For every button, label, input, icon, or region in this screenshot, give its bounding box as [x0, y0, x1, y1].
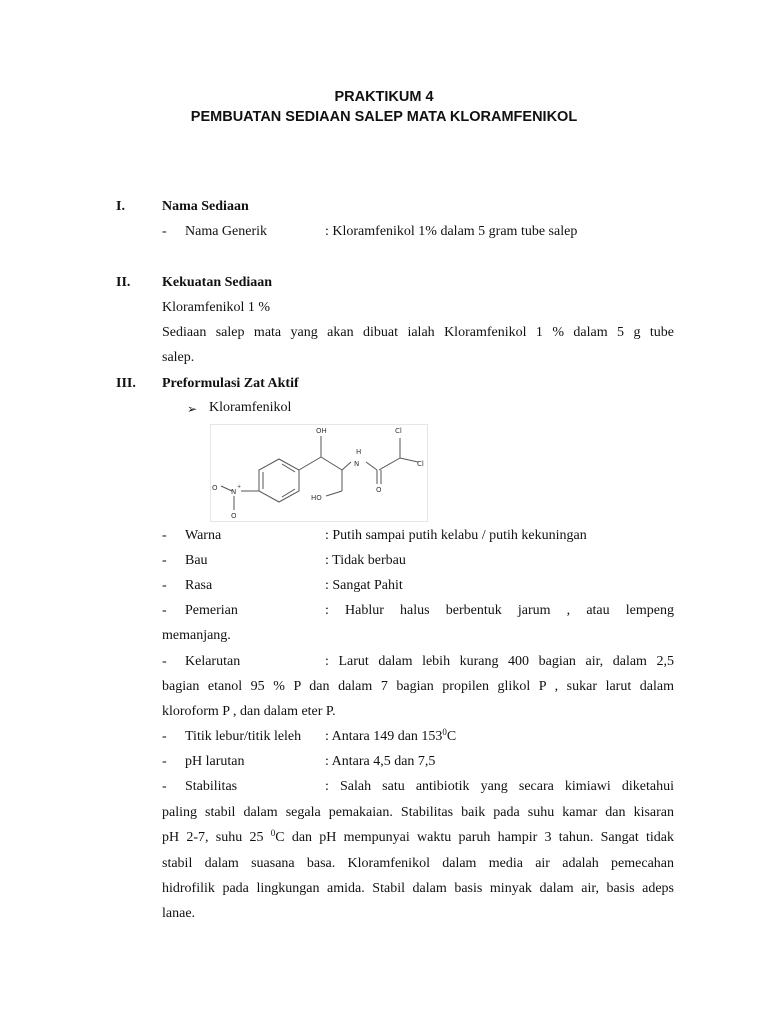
list-dash: - [162, 779, 167, 794]
structure-label-nitro-plus: + [237, 484, 242, 490]
list-dash: - [162, 754, 167, 769]
prop-label-warna: Warna [185, 528, 222, 543]
list-dash: - [162, 224, 167, 239]
prop-value-kelarutan-cont-1: bagian etanol 95 % P dan dalam 7 bagian propilen glikol P , sukar larut dalam [162, 679, 674, 694]
prop-value-stabilitas-cont-5: lanae. [162, 906, 196, 921]
section-1-number: I. [116, 199, 125, 214]
prop-value-stabilitas-cont-3: stabil dalam suasana basa. Kloramfenikol dalam media air adalah pemecahan [162, 856, 674, 871]
prop-label-stabilitas: Stabilitas [185, 779, 238, 794]
list-dash: - [162, 553, 167, 568]
section-3-number: III. [116, 376, 136, 391]
prop-label-ph: pH larutan [185, 754, 245, 769]
prop-label-rasa: Rasa [185, 578, 213, 593]
structure-label-nitro-o1: O [212, 484, 218, 492]
prop-value-warna: : Putih sampai putih kelabu / putih kekuningan [325, 528, 587, 543]
page-subtitle: PEMBUATAN SEDIAAN SALEP MATA KLORAMFENIKOL [190, 109, 578, 125]
prop-value-rasa: : Sangat Pahit [325, 578, 403, 593]
section-3-heading: Preformulasi Zat Aktif [162, 376, 299, 391]
section-2-heading: Kekuatan Sediaan [162, 275, 273, 290]
list-dash: - [162, 729, 167, 744]
list-dash: - [162, 528, 167, 543]
prop-value-stabilitas-cont-2: pH 2-7, suhu 25 $^0$C dan pH mempunyai waktu paruh hampir 3 tahun. Sangat tidak [162, 828, 674, 845]
strength-description-cont: salep. [162, 350, 195, 365]
structure-label-nitro-n: N [231, 488, 237, 496]
prop-label-titik-lebur: Titik lebur/titik leleh [185, 729, 302, 744]
structure-label-cl-2: Cl [417, 460, 424, 468]
prop-label-kelarutan: Kelarutan [185, 654, 241, 669]
structure-label-n: N [354, 460, 360, 468]
section-1-heading: Nama Sediaan [162, 199, 249, 214]
prop-value-kelarutan-cont-2: kloroform P , dan dalam eter P. [162, 704, 336, 719]
structure-label-cl-1: Cl [395, 427, 402, 435]
generic-name-label: Nama Generik [185, 224, 268, 239]
prop-value-stabilitas-cont-1: paling stabil dalam segala pemakaian. Stabilitas baik pada suhu kamar dan kisaran [162, 805, 674, 820]
bullet-label: Kloramfenikol [209, 400, 292, 415]
structure-label-nitro-o2: O [231, 512, 237, 520]
prop-value-ph: : Antara 4,5 dan 7,5 [325, 754, 436, 769]
prop-label-pemerian: Pemerian [185, 603, 238, 618]
prop-value-pemerian: : Hablur halus berbentuk jarum , atau lempeng [325, 603, 674, 618]
strength-description: Sediaan salep mata yang akan dibuat ialah Kloramfenikol 1 % dalam 5 g tube [162, 325, 674, 340]
prop-value-pemerian-cont: memanjang. [162, 628, 231, 643]
prop-value-kelarutan: : Larut dalam lebih kurang 400 bagian air, dalam 2,5 [325, 654, 674, 669]
page-title: PRAKTIKUM 4 [334, 89, 434, 105]
generic-name-value: : Kloramfenikol 1% dalam 5 gram tube salep [325, 224, 578, 239]
list-dash: - [162, 654, 167, 669]
prop-value-stabilitas: : Salah satu antibiotik yang secara kimiawi diketahui [325, 779, 674, 794]
structure-label-o: O [376, 486, 382, 494]
arrow-bullet-icon: ➢ [187, 402, 198, 416]
section-2-number: II. [116, 275, 131, 290]
structure-label-oh: OH [316, 427, 327, 435]
structure-label-h: H [356, 448, 362, 456]
structure-label-ho: HO [311, 494, 322, 502]
list-dash: - [162, 578, 167, 593]
prop-value-stabilitas-cont-4: hidrofilik pada lingkungan amida. Stabil dalam basis minyak dalam air, basis adeps [162, 881, 674, 896]
prop-value-bau: : Tidak berbau [325, 553, 406, 568]
strength-line: Kloramfenikol 1 % [162, 300, 271, 315]
prop-label-bau: Bau [185, 553, 208, 568]
prop-value-titik-lebur: : Antara 149 dan $153^0C$ [325, 727, 457, 744]
chloramphenicol-structure-image [210, 424, 428, 522]
list-dash: - [162, 603, 167, 618]
